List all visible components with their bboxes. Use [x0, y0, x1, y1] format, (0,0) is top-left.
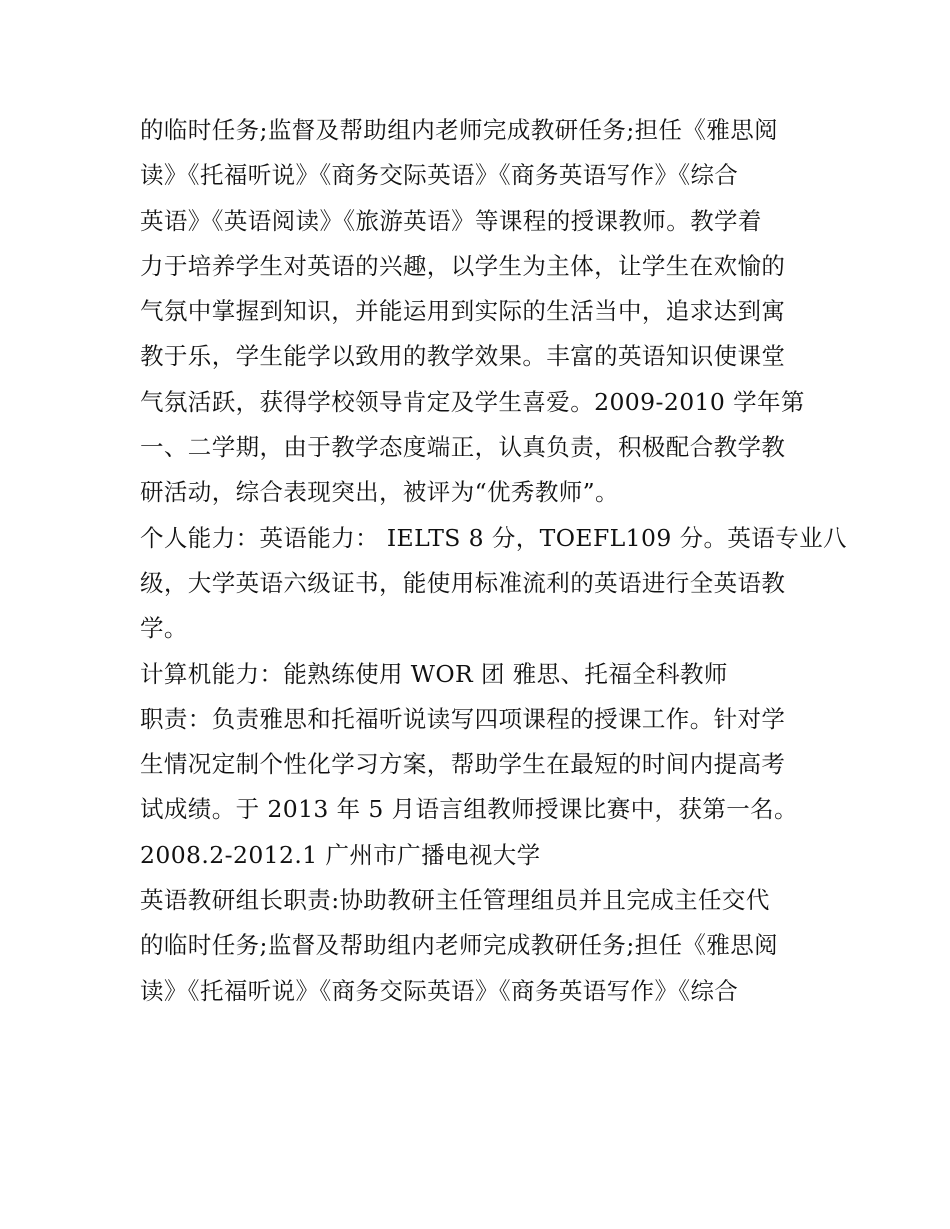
text-line: 职责：负责雅思和托福听说读写四项课程的授课工作。针对学 — [140, 704, 786, 733]
text-line: 英语教研组长职责:协助教研主任管理组员并且完成主任交代 — [140, 886, 770, 915]
text-line: 生情况定制个性化学习方案，帮助学生在最短的时间内提高考 — [140, 750, 786, 779]
text-line: 一、二学期，由于教学态度端正，认真负责，积极配合教学教 — [140, 433, 786, 462]
text-line: 2008.2-2012.1 广州市广播电视大学 — [140, 840, 541, 869]
text-line: 的临时任务;监督及帮助组内老师完成教研任务;担任《雅思阅 — [140, 931, 779, 960]
text-line: 研活动，综合表现突出，被评为“优秀教师”。 — [140, 478, 619, 507]
text-line: 级，大学英语六级证书，能使用标准流利的英语进行全英语教 — [140, 568, 786, 597]
text-line: 个人能力：英语能力： IELTS 8 分，TOEFL109 分。英语专业八 — [140, 523, 847, 552]
text-line: 力于培养学生对英语的兴趣，以学生为主体，让学生在欢愉的 — [140, 251, 786, 280]
text-line: 试成绩。于 2013 年 5 月语言组教师授课比赛中，获第一名。 — [140, 795, 798, 824]
text-line: 的临时任务;监督及帮助组内老师完成教研任务;担任《雅思阅 — [140, 116, 779, 144]
text-line: 英语》《英语阅读》《旅游英语》等课程的授课教师。教学着 — [140, 206, 762, 235]
text-line: 气氛活跃，获得学校领导肯定及学生喜爱。2009-2010 学年第 — [140, 387, 805, 416]
text-line: 气氛中掌握到知识，并能运用到实际的生活当中，追求达到寓 — [140, 297, 786, 326]
text-line: 教于乐，学生能学以致用的教学效果。丰富的英语知识使课堂 — [140, 342, 786, 371]
text-line: 学。 — [140, 614, 188, 643]
text-line: 读》《托福听说》《商务交际英语》《商务英语写作》《综合 — [140, 161, 739, 190]
text-line: 读》《托福听说》《商务交际英语》《商务英语写作》《综合 — [140, 976, 739, 1005]
document-body — [140, 108, 847, 1014]
text-line: 计算机能力：能熟练使用 WOR 团 雅思、托福全科教师 — [140, 659, 728, 688]
